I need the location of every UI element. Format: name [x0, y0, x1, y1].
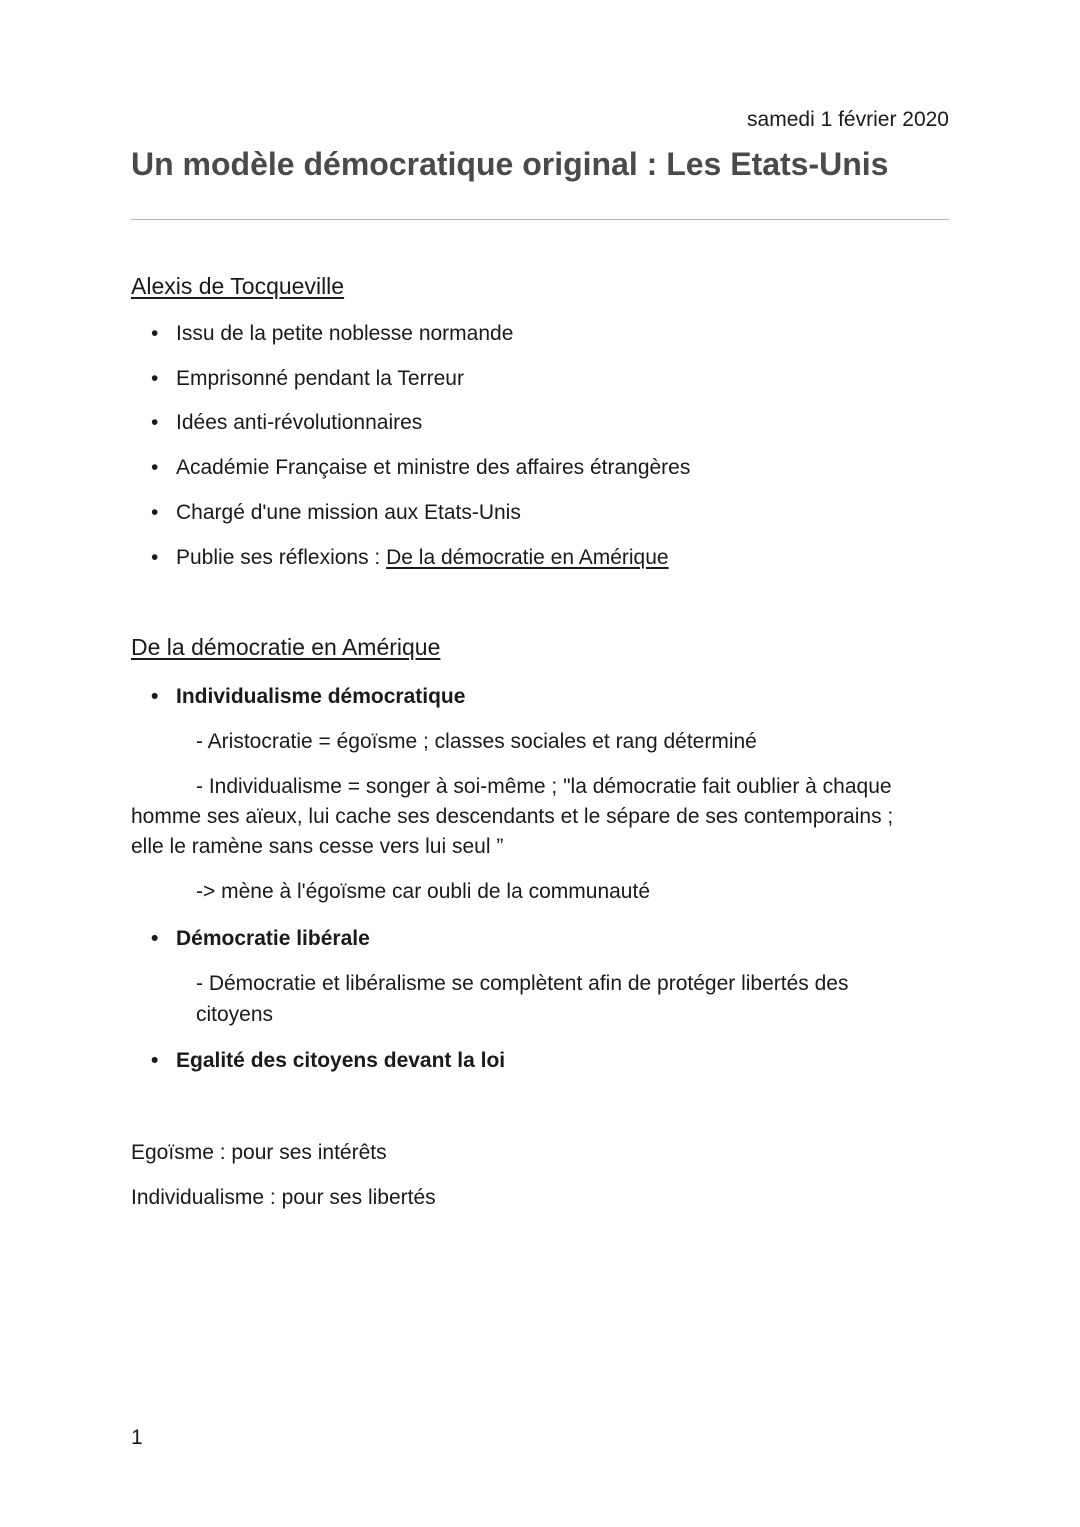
bullet-item-text: Emprisonné pendant la Terreur	[176, 367, 464, 390]
sub-point-line: -> mène à l'égoïsme car oubli de la communauté	[196, 880, 651, 903]
sub-point-line: elle le ramène sans cesse vers lui seul ”	[131, 835, 504, 858]
bullet-item	[151, 546, 669, 570]
bullet-item-title: Egalité des citoyens devant la loi	[176, 1049, 506, 1072]
bullet-icon: •	[151, 411, 159, 434]
bullet-item-text: Issu de la petite noblesse normande	[176, 322, 514, 345]
bullet-item-title: Démocratie libérale	[176, 927, 370, 950]
document-title: Un modèle démocratique original : Les Etats-Unis	[131, 146, 889, 182]
bullet-item-text: Académie Française et ministre des affaires étrangères	[176, 456, 691, 479]
bullet-icon: •	[151, 501, 159, 524]
bullet-item	[151, 456, 691, 480]
bullet-item-text: Idées anti-révolutionnaires	[176, 411, 423, 434]
definition-individualisme: Individualisme : pour ses libertés	[131, 1186, 436, 1209]
sub-point-line: - Aristocratie = égoïsme ; classes sociales et rang déterminé	[196, 730, 757, 753]
bullet-icon: •	[151, 546, 159, 569]
bullet-item	[151, 685, 466, 709]
sub-point-line: - Individualisme = songer à soi-même ; "la démocratie fait oublier à chaque	[196, 775, 892, 798]
sub-point-line: homme ses aïeux, lui cache ses descendants et le sépare de ses contemporains ;	[131, 805, 894, 828]
bullet-item-text: Chargé d'une mission aux Etats-Unis	[176, 501, 521, 524]
bullet-item-title: Individualisme démocratique	[176, 685, 466, 708]
bullet-item	[151, 927, 370, 951]
bullet-icon: •	[151, 927, 159, 950]
section-heading-democratie: De la démocratie en Amérique	[131, 634, 441, 660]
document-date: samedi 1 février 2020	[747, 108, 949, 131]
sub-point-line: - Démocratie et libéralisme se complètent afin de protéger libertés des	[196, 972, 849, 995]
bullet-icon: •	[151, 1049, 159, 1072]
bullet-item-text: Publie ses réflexions :	[176, 546, 387, 569]
section-heading-tocqueville: Alexis de Tocqueville	[131, 273, 345, 299]
bullet-item	[151, 411, 423, 435]
bullet-item	[151, 1049, 506, 1073]
bullet-item	[151, 322, 514, 346]
bullet-item	[151, 501, 521, 525]
bullet-icon: •	[151, 456, 159, 479]
definition-egoisme: Egoïsme : pour ses intérêts	[131, 1141, 387, 1164]
bullet-icon: •	[151, 367, 159, 390]
bullet-icon: •	[151, 685, 159, 708]
book-title-link: De la démocratie en Amérique	[386, 546, 669, 569]
title-divider	[131, 219, 949, 220]
bullet-item	[151, 367, 464, 391]
bullet-icon: •	[151, 322, 159, 345]
sub-point-line: citoyens	[196, 1003, 274, 1026]
page-number: 1	[131, 1426, 143, 1449]
